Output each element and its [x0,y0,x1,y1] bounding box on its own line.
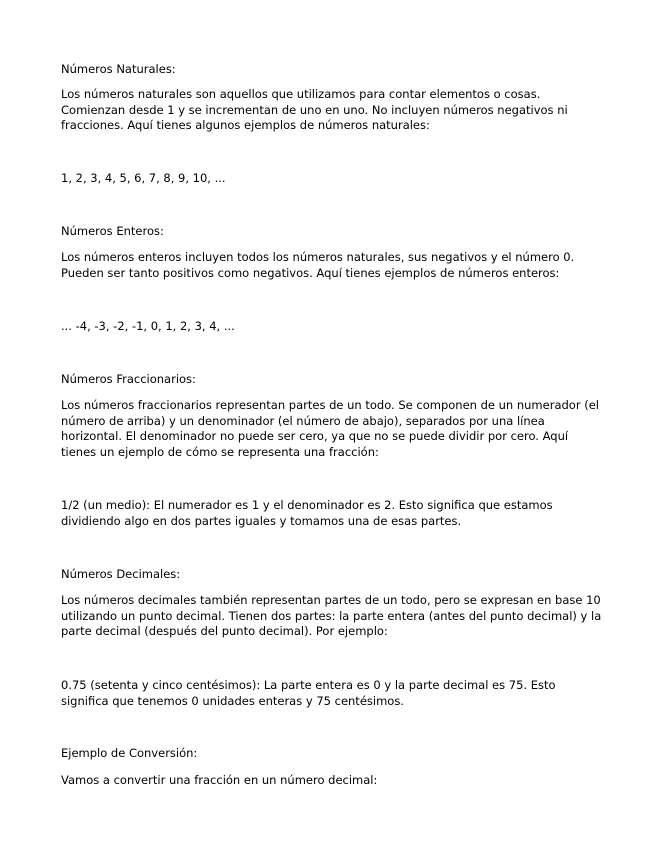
example-numeros-fraccionarios: 1/2 (un medio): El numerador es 1 y el denominador es 2. Esto significa que estamos dividiendo algo en dos partes iguales y tomamos una de esas partes. [61,498,553,528]
heading-ejemplo-conversion: Ejemplo de Conversión: [61,746,198,760]
example-numeros-decimales: 0.75 (setenta y cinco centésimos): La parte entera es 0 y la parte decimal es 75. Esto significa que tenemos 0 unidades enteras y 75 centésimos. [61,678,556,708]
example-numeros-enteros: ... -4, -3, -2, -1, 0, 1, 2, 3, 4, ... [61,319,235,333]
example-numeros-naturales: 1, 2, 3, 4, 5, 6, 7, 8, 9, 10, ... [61,171,226,185]
paragraph-ejemplo-conversion: Vamos a convertir una fracción en un número decimal: [61,773,378,787]
heading-numeros-naturales: Números Naturales: [61,62,176,76]
paragraph-numeros-naturales: Los números naturales son aquellos que utilizamos para contar elementos o cosas. Comienzan desde 1 y se incrementan de uno en uno. No incluyen números negativos ni fracciones. Aquí tienes algunos ejemplos de números naturales: [61,87,568,132]
heading-numeros-enteros: Números Enteros: [61,224,164,238]
paragraph-numeros-enteros: Los números enteros incluyen todos los números naturales, sus negativos y el número 0. Pueden ser tanto positivos como negativos. Aquí tienes ejemplos de números enteros: [61,250,575,280]
paragraph-numeros-decimales: Los números decimales también representan partes de un todo, pero se expresan en base 10 utilizando un punto decimal. Tienen dos partes: la parte entera (antes del punto decimal) y la parte decimal (después del punto decimal). Por ejemplo: [61,593,602,638]
heading-numeros-fraccionarios: Números Fraccionarios: [61,372,196,386]
paragraph-numeros-fraccionarios: Los números fraccionarios representan partes de un todo. Se componen de un numerador (el número de arriba) y un denominador (el número de abajo), separados por una línea horizontal. El denominador no puede ser cero, ya que no se puede dividir por cero. Aquí tienes un ejemplo de cómo se representa una fracción: [61,398,599,459]
heading-numeros-decimales: Números Decimales: [61,567,181,581]
